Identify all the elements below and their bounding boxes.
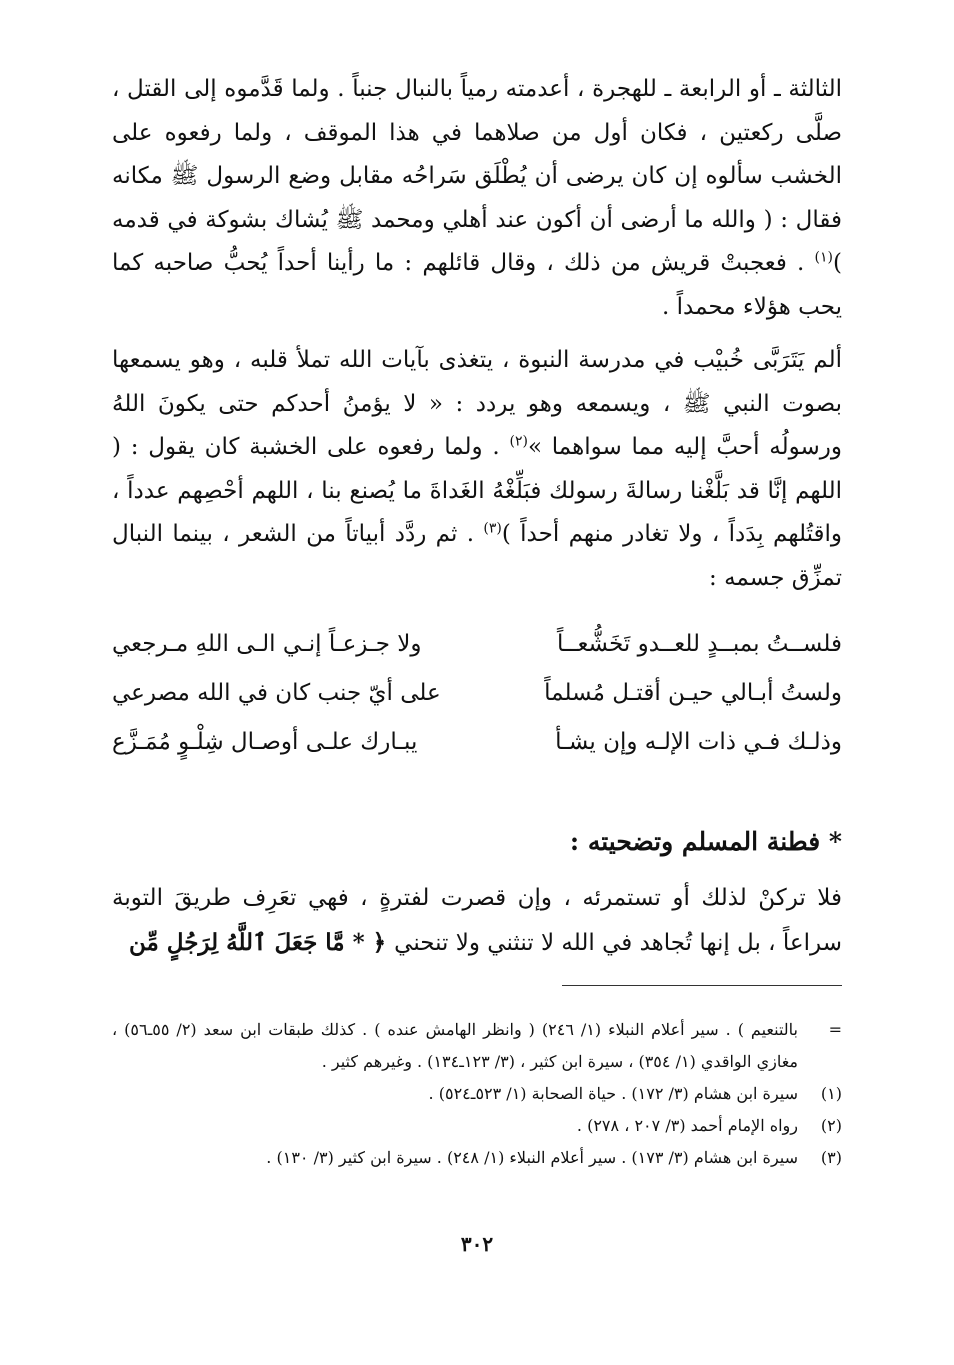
footnote-item [112,1078,842,1110]
poem-verse [112,669,842,718]
body-paragraph-1 [112,68,842,329]
footnote-item [112,1110,842,1142]
verse-first-hemistich: ولستُ أبـالي حيـن أقتـل مُسلماً [544,680,842,706]
footnote-ref-1[interactable]: (١) [814,249,834,266]
paragraph-text: . ولما رفعوه على الخشبة كان يقول : ( اللهم إنَّا قد بَلَّغْنا رسالةَ رسولك فبَلِّغْهُ الغَداةَ ما يُصنع بنا ، اللهم أحْصِهم عدداً ، واقتُلهم بِدَداً ، ولا تغادر منهم أحداً ) [112,434,843,547]
page-number: ٣٠٢ [460,1232,494,1256]
footnote-text: سيرة ابن هشام (٣/ ١٧٢) . حياة الصحابة (١/ ٥٢٣ـ٥٢٤) . [428,1084,798,1103]
footnote-mark: (١) [820,1084,842,1103]
footnote-item [112,1014,842,1078]
footnote-mark: = [828,1020,842,1039]
poem-verse [112,620,842,669]
page-content [112,68,842,1365]
footnote-text: رواه الإمام أحمد (٣/ ٢٠٧ ، ٢٧٨) . [576,1116,798,1135]
section-heading: * فطنة المسلم وتضحيته : [569,827,842,856]
poem [112,620,842,767]
paragraph-text: . ثم ردَّد أبياتاً من الشعر ، بينما النبال تمزِّق جسمه : [112,521,842,591]
paragraph-text: الثالثة ـ أو الرابعة ـ للهجرة ، أعدمته رمياً بالنبال جنباً . ولما قَدَّموه إلى القتل ، صلَّى ركعتين ، فكان أول من صلاهما في هذا الموقف ، ولما رفعوه على الخشب سألوه إن كان يرضى أن يُطْلَق سَراحُه مقابل وضع الرسول ﷺ مكانه فقال : ( والله ما أرضى أن أكون عند أهلي ومحمد ﷺ يُشاك بشوكة في قدمه ) [112,76,842,276]
verse-first-hemistich: وذلـك فـي ذات الإلـه وإن يشـأ [555,729,842,755]
footnote-divider [562,985,842,986]
footnote-ref-3[interactable]: (٣) [483,520,502,537]
paragraph-text: ألم يَتَرَبَّى خُبيْب في مدرسة النبوة ، يتغذى بآيات الله تملأ قلبه ، وهو يسمعها بصوت النبي ﷺ ، ويسمعه وهو يردد : « لا يؤمنُ أحدكم حتى يكونَ اللهُ ورسولُه أحبَّ إليه مما سواهما » [112,347,843,460]
footnote-text: بالتنعيم ) . سير أعلام النبلاء (١/ ٢٤٦) ( وانظر الهامش عنده ) . كذلك طبقات ابن سعد (٢/ ٥٥ـ٥٦) ، مغازي الواقدي (١/ ٣٥٤) ، سيرة ابن كثير ، (٣/ ١٢٣ـ١٣٤) . وغيرهم كثير . [112,1020,798,1071]
verse-second-hemistich: يبـارك علـى أوصـال شِلْـوٍ مُمَـزَّع [112,729,418,755]
footnote-ref-2[interactable]: (٢) [509,433,528,450]
body-paragraph-2 [112,339,842,600]
quran-verse: ﴿ * مَّا جَعَلَ ٱللَّهُ لِرَجُلٍ مِّن [128,928,395,956]
poem-verse [112,718,842,767]
footnote-mark: (٢) [820,1116,842,1135]
footnote-mark: (٣) [820,1148,842,1167]
paragraph-text: فلا تركنْ لذلك أو تستمرئه ، وإن قصرت لفترةٍ ، فهي تعَرِف طريقَ التوبة سراعاً ، بل إنها تُجاهد في الله لا تنثني ولا تنحني [112,885,842,956]
paragraph-text: . فعجبتْ قريش من ذلك ، وقال قائلهم : ما رأينا أحداً يُحبُّ صاحبه كما يحب هؤلاء محمداً . [112,250,842,320]
footnotes [112,1014,842,1174]
section-paragraph [112,877,842,965]
footnote-item [112,1142,842,1174]
verse-first-hemistich: فلســتُ بمبــدٍ للعــدو تَخَشُّعــاً [556,631,842,657]
verse-second-hemistich: على أيّ جنب كان في الله مصرعي [112,680,441,706]
verse-second-hemistich: ولا جـزعـاً إنـي الـى اللهِ مـرجعي [112,631,422,657]
footnote-text: سيرة ابن هشام (٣/ ١٧٣) . سير أعلام النبلاء (١/ ٢٤٨) . سيرة ابن كثير (٣/ ١٣٠) . [266,1148,798,1167]
